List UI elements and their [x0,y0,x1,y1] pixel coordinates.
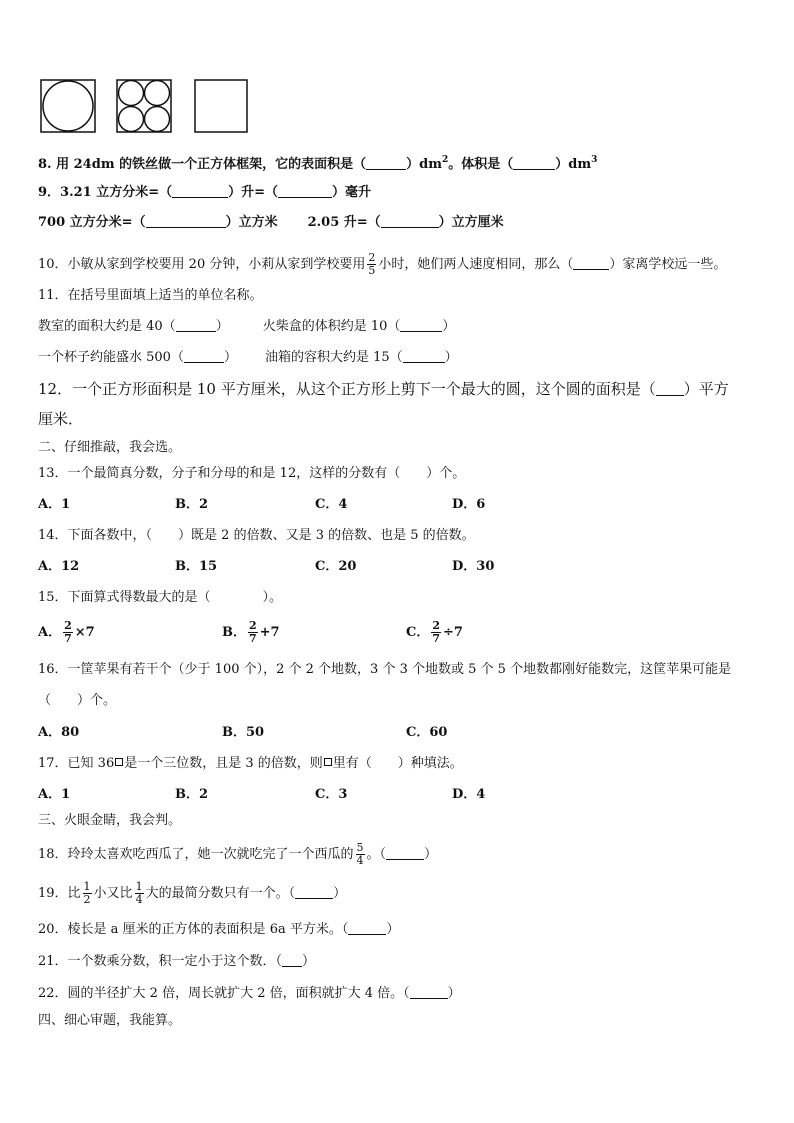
square-figures [40,78,260,136]
placeholder-box-icon [115,758,123,766]
option-b[interactable]: B．2 [175,497,209,512]
option-c[interactable]: C．3 [315,787,348,802]
question-17: 17．已知 36 是一个三位数，且是 3 的倍数，则 里有（ ）种填法。 [38,756,463,771]
option-b[interactable]: B．50 [222,725,265,740]
answer-blank[interactable] [573,257,609,270]
option-c[interactable]: C． $\frac{2}{7}$ ÷7 [406,619,463,645]
option-c[interactable]: C．60 [406,725,448,740]
answer-blank[interactable] [146,215,226,228]
answer-blank[interactable] [403,350,445,363]
square-with-one-circle [41,80,95,132]
fraction-2-5: $\frac{2}{5}$ [368,251,376,277]
option-d[interactable]: D．30 [452,559,495,574]
fraction-1-4: $\frac{1}{4}$ [135,880,143,906]
answer-blank[interactable] [656,383,684,396]
question-9-line-1: 9．3.21 立方分米=（ ）升=（ ）毫升 [38,185,372,200]
question-14: 14．下面各数中，（ ）既是 2 的倍数、又是 3 的倍数、也是 5 的倍数。 [38,528,475,543]
question-14-options [38,559,494,575]
fraction-1-2: $\frac{1}{2}$ [83,880,91,906]
option-a[interactable]: A．1 [38,497,71,512]
fraction-5-4: $\frac{5}{4}$ [356,841,364,867]
question-22: 22．圆的半径扩大 2 倍，周长就扩大 2 倍，面积就扩大 4 倍。（ ） [38,986,461,1001]
question-15-options [38,620,463,646]
option-c[interactable]: C．4 [315,497,348,512]
option-a[interactable]: A．80 [38,725,80,740]
option-a[interactable]: A． $\frac{2}{7}$ ×7 [38,619,95,645]
answer-blank[interactable] [410,986,448,999]
option-c[interactable]: C．20 [315,559,357,574]
placeholder-box-icon [324,758,332,766]
option-a[interactable]: A．1 [38,787,71,802]
answer-blank[interactable] [386,847,424,860]
question-17-options [38,787,485,803]
option-d[interactable]: D．4 [452,787,486,802]
question-16-line-1: 16．一筐苹果有若干个（少于 100 个），2 个 2 个地数，3 个 3 个地数或 5 个 5 个地数都刚好能数完，这筐苹果可能是 [38,662,732,677]
section-4-heading: 四、细心审题，我能算。 [38,1013,182,1028]
section-2-heading: 二、仔细推敲，我会选。 [38,440,182,455]
question-13: 13．一个最简真分数，分子和分母的和是 12，这样的分数有（ ）个。 [38,466,466,481]
answer-blank[interactable] [381,215,439,228]
answer-blank[interactable] [184,350,224,363]
question-21: 21．一个数乘分数，积一定小于这个数．（ ） [38,954,316,969]
question-9-line-2: 700 立方分米=（ ）立方米 2.05 升=（ ）立方厘米 [38,215,504,230]
question-11-title: 11．在括号里面填上适当的单位名称。 [38,288,263,303]
question-10: 10．小敏从家到学校要用 20 分钟，小莉从家到学校要用 $\frac{2}{5}$ 小时，她们两人速度相同，那么（ ）家离学校远一些。 [38,251,727,277]
answer-blank[interactable] [513,157,555,170]
option-d[interactable]: D．6 [452,497,486,512]
question-11-row-2: 一个杯子约能盛水 500（ ） 油箱的容积大约是 15（ ） [38,350,458,365]
section-3-heading: 三、火眼金睛，我会判。 [38,813,182,828]
question-16-line-2: （ ）个。 [38,693,117,708]
question-16-options [38,725,447,741]
option-b[interactable]: B．2 [175,787,209,802]
question-19: 19．比 $\frac{1}{2}$ 小又比 $\frac{1}{4}$ 大的最简分数只有一个。（ ） [38,880,347,906]
empty-square [195,80,247,132]
answer-blank[interactable] [348,922,386,935]
answer-blank[interactable] [295,886,333,899]
answer-blank[interactable] [366,157,406,170]
question-11-row-1: 教室的面积大约是 40（ ） 火柴盒的体积约是 10（ ） [38,319,456,334]
question-15: 15．下面算式得数最大的是（ ）。 [38,590,283,605]
question-8: 8. 用 24dm 的铁丝做一个正方体框架，它的表面积是（ ）$dm^2$。体积是（ ）$dm^3$ [38,155,598,172]
answer-blank[interactable] [282,954,302,967]
answer-blank[interactable] [278,185,332,198]
question-20: 20．棱长是 a 厘米的正方体的表面积是 6a 平方米。（ ） [38,922,400,937]
option-b[interactable]: B．15 [175,559,218,574]
option-a[interactable]: A．12 [38,559,80,574]
question-12-line-2: 厘米． [38,410,84,428]
square-with-four-circles [117,80,171,132]
answer-blank[interactable] [400,319,442,332]
question-13-options [38,497,485,513]
question-18: 18．玲玲太喜欢吃西瓜了，她一次就吃完了一个西瓜的 $\frac{5}{4}$ 。（ ） [38,841,438,867]
question-12-line-1: 12．一个正方形面积是 10 平方厘米，从这个正方形上剪下一个最大的圆，这个圆的面积是（ ）平方 [38,380,729,398]
option-b[interactable]: B． $\frac{2}{7}$ +7 [222,619,280,645]
answer-blank[interactable] [172,185,228,198]
answer-blank[interactable] [176,319,216,332]
